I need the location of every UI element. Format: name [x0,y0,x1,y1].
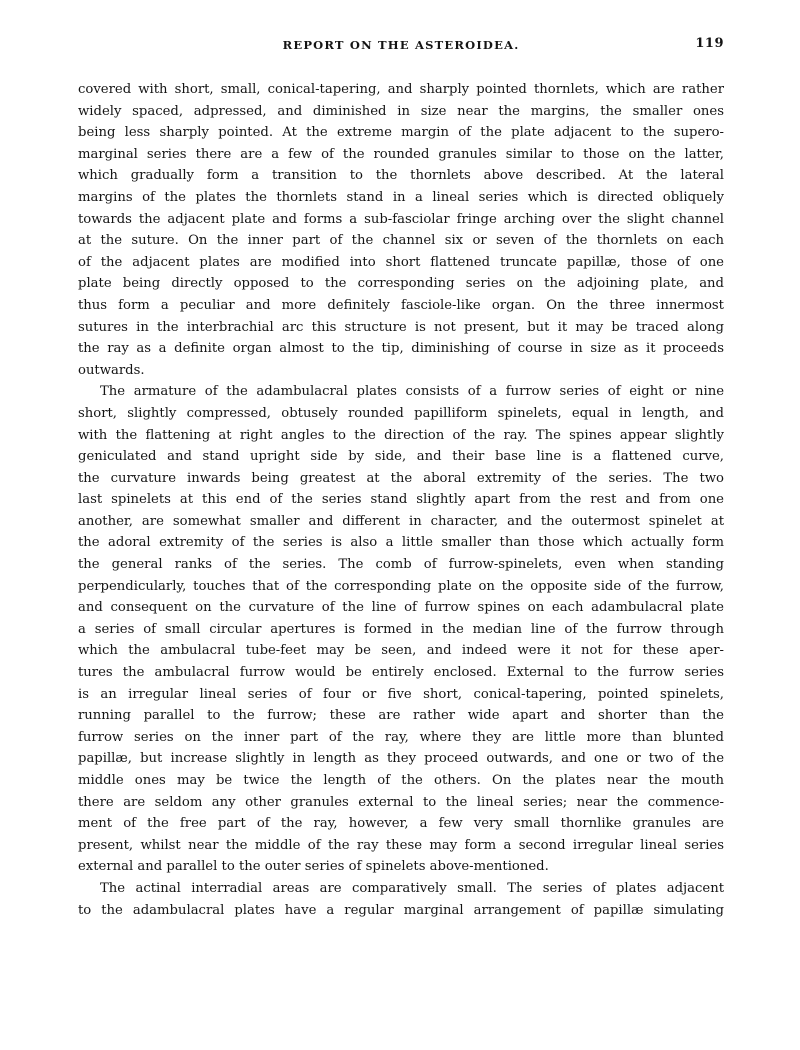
text-line: covered with short, small, conical-tapering, and sharply pointed thornlets, which are rather [78,82,724,97]
text-line: the general ranks of the series. The comb of furrow-spinelets, even when standing [78,557,724,573]
text-line: present, whilst near the middle of the ray these may form a second irregular lineal series [78,837,724,853]
text-line: which the ambulacral tube-feet may be seen, and indeed were it not for these aper- [78,643,724,659]
body-text [78,79,724,921]
text-line: the ray as a definite organ almost to the tip, diminishing of course in size as it proceeds [78,341,724,357]
text-line: to the adambulacral plates have a regular marginal arrangement of papillæ simulating [78,902,724,918]
text-line: outwards. [78,362,145,378]
text-line: papillæ, but increase slightly in length as they proceed outwards, and one or two of the [78,751,724,767]
text-line: a series of small circular apertures is formed in the median line of the furrow through [78,621,724,637]
text-line: the adoral extremity of the series is also a little smaller than those which actually form [78,535,724,551]
text-line: there are seldom any other granules external to the lineal series; near the commence- [78,794,724,810]
text-line: tures the ambulacral furrow would be entirely enclosed. External to the furrow series [78,665,724,681]
text-line: plate being directly opposed to the corresponding series on the adjoining plate, and [78,276,724,292]
paragraph-1 [78,79,724,381]
text-line: short, slightly compressed, obtusely rounded papilliform spinelets, equal in length, and [78,405,724,421]
text-line: being less sharply pointed. At the extreme margin of the plate adjacent to the supero- [78,125,724,141]
text-line: which gradually form a transition to the thornlets above described. At the lateral [78,168,724,184]
page [78,36,724,921]
text-line: is an irregular lineal series of four or five short, conical-tapering, pointed spinelets, [78,686,724,702]
text-line: towards the adjacent plate and forms a sub-fasciolar fringe arching over the slight channel [78,211,724,227]
text-line: thus form a peculiar and more definitely fasciole-like organ. On the three innermost [78,297,724,313]
text-line: last spinelets at this end of the series stand slightly apart from the rest and from one [78,492,724,508]
text-line: perpendicularly, touches that of the corresponding plate on the opposite side of the furrow, [78,578,724,594]
text-line: another, are somewhat smaller and different in character, and the outermost spinelet at [78,513,724,529]
text-line: of the adjacent plates are modified into short flattened truncate papillæ, those of one [78,254,724,270]
text-line: at the suture. On the inner part of the channel six or seven of the thornlets on each [78,233,724,249]
text-line: marginal series there are a few of the rounded granules similar to those on the latter, [78,146,724,162]
text-line: geniculated and stand upright side by side, and their base line is a flattened curve, [78,449,724,465]
text-line: with the flattening at right angles to the direction of the ray. The spines appear slightly [78,427,724,443]
text-line: and consequent on the curvature of the line of furrow spines on each adambulacral plate [78,600,724,616]
page-number: 119 [695,36,724,51]
text-line: The armature of the adambulacral plates consists of a furrow series of eight or nine [100,384,724,400]
text-line: external and parallel to the outer series of spinelets above-mentioned. [78,859,549,875]
text-line: margins of the plates the thornlets stand in a lineal series which is directed obliquely [78,189,724,205]
text-line: sutures in the interbrachial arc this structure is not present, but it may be traced along [78,319,724,335]
text-line: The actinal interradial areas are comparatively small. The series of plates adjacent [100,880,724,896]
running-title: REPORT ON THE ASTEROIDEA. [282,38,520,52]
text-line: the curvature inwards being greatest at the aboral extremity of the series. The two [78,470,724,486]
text-line: running parallel to the furrow; these are rather wide apart and shorter than the [78,708,724,724]
text-line: widely spaced, adpressed, and diminished in size near the margins, the smaller ones [78,103,724,119]
text-line: furrow series on the inner part of the ray, where they are little more than blunted [78,729,724,745]
text-line: ment of the free part of the ray, however, a few very small thornlike granules are [78,816,724,832]
paragraph-3 [78,878,724,921]
running-head [78,36,724,58]
paragraph-2 [78,381,724,878]
text-line: middle ones may be twice the length of the others. On the plates near the mouth [78,773,724,788]
